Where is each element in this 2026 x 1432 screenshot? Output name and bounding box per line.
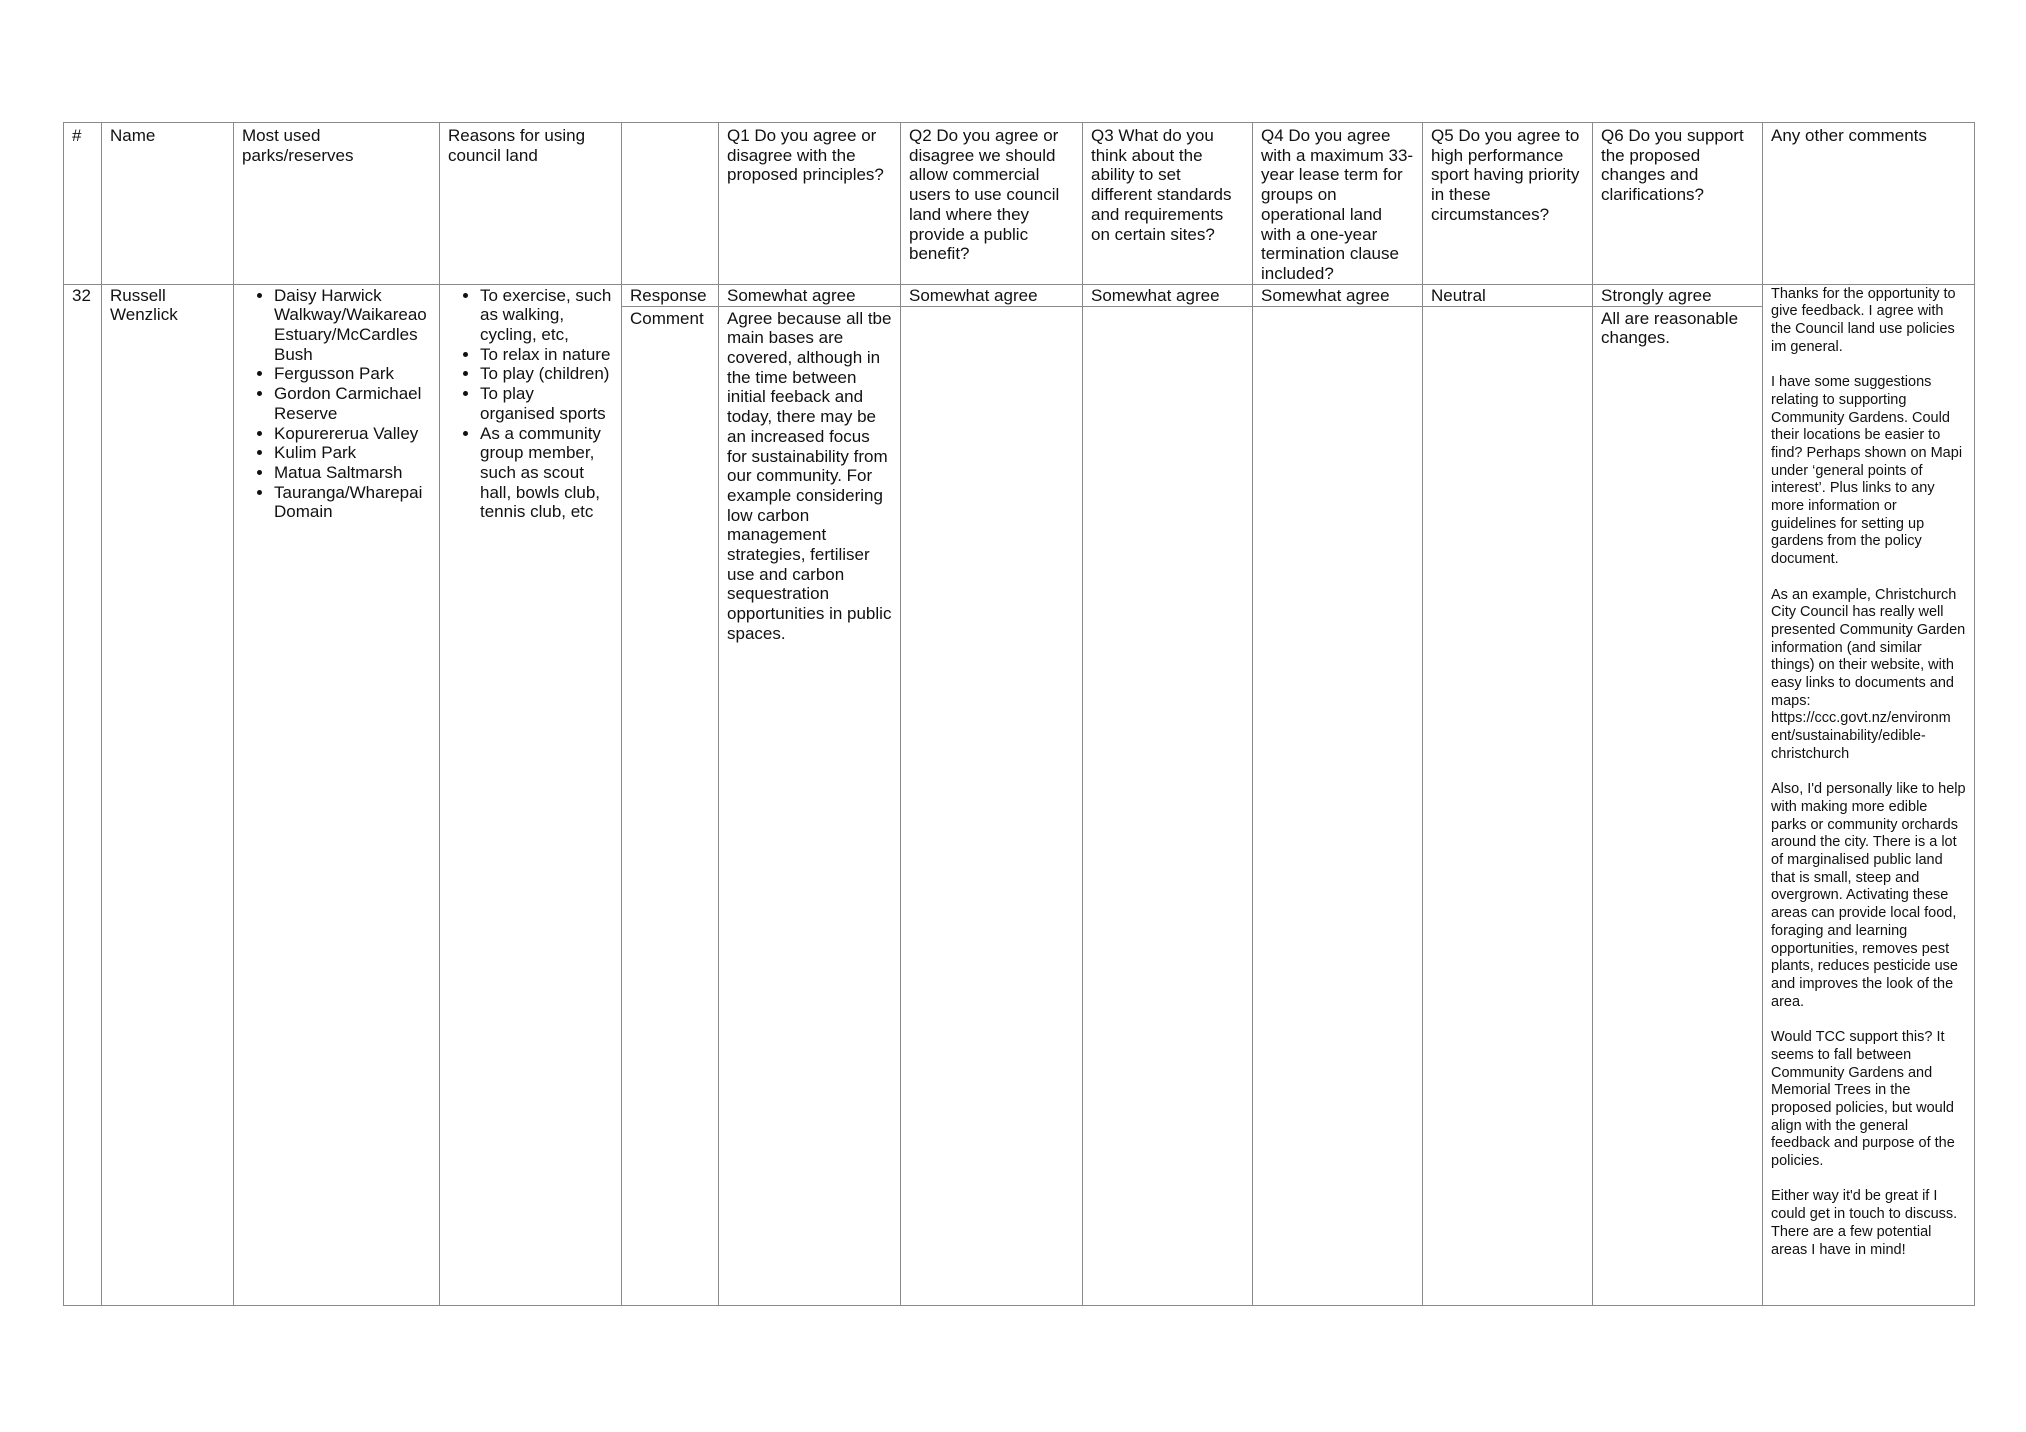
reasons-cell xyxy=(440,284,622,1305)
other-comment-paragraph: Either way it'd be great if I could get in touch to discuss. There are a few potential areas I have in mind! xyxy=(1771,1188,1958,1258)
reason-item: • As a community group member, such as scout hall, bowls club, tennis club, etc xyxy=(480,424,613,523)
header-most-used-parks: Most used parks/reserves xyxy=(234,123,440,285)
park-item: • Kopurererua Valley xyxy=(274,424,431,444)
other-comment-text: As an example, Christchurch City Council has really well presented Community Garden information (and similar things) on their website, with easy links to documents and maps: xyxy=(1771,586,1966,709)
reasons-list xyxy=(448,286,613,522)
other-comment-paragraph: I have some suggestions relating to supporting Community Gardens. Could their locations be easier to find? Perhaps shown on Mapi under ‘general points of interest’. Plus links to any more information or guidelines for setting up gardens from the policy document. xyxy=(1771,374,1963,568)
comment-label: Comment xyxy=(622,306,719,1305)
park-item: • Daisy Harwick Walkway/Waikareao Estuary/McCardles Bush xyxy=(274,286,431,365)
response-label: Response xyxy=(622,284,719,306)
header-q1: Q1 Do you agree or disagree with the proposed principles? xyxy=(719,123,901,285)
parks-cell xyxy=(234,284,440,1305)
reason-item: • To relax in nature xyxy=(480,345,613,365)
other-comment-paragraph: Would TCC support this? It seems to fall between Community Gardens and Memorial Trees in the proposed policies, but would align with the general feedback and purpose of the policies. xyxy=(1771,1029,1955,1170)
submission-number: 32 xyxy=(64,284,102,1305)
q1-comment: Agree because all tbe main bases are covered, although in the time between initial feeback and today, there may be an increased focus for sustainability from our community. For example considering low carbon management strategies, fertiliser use and carbon sequestration opportunities in public spaces. xyxy=(719,306,901,1305)
q4-comment xyxy=(1253,306,1423,1305)
q3-response: Somewhat agree xyxy=(1083,284,1253,306)
q4-response: Somewhat agree xyxy=(1253,284,1423,306)
header-name: Name xyxy=(102,123,234,285)
header-blank xyxy=(622,123,719,285)
other-comment-paragraph xyxy=(1771,587,1966,764)
q3-comment xyxy=(1083,306,1253,1305)
header-q2: Q2 Do you agree or disagree we should allow commercial users to use council land where they provide a public benefit? xyxy=(901,123,1083,285)
header-number: # xyxy=(64,123,102,285)
park-item: • Kulim Park xyxy=(274,443,431,463)
header-q3: Q3 What do you think about the ability to set different standards and requirements on certain sites? xyxy=(1083,123,1253,285)
park-item: • Fergusson Park xyxy=(274,364,431,384)
other-comment-paragraph: Also, I'd personally like to help with making more edible parks or community orchards around the city. There is a lot of marginalised public land that is small, steep and overgrown. Activating these areas can provide local food, foraging and learning opportunities, removes pest plants, reduces pesticide use and improves the look of the area. xyxy=(1771,781,1966,1010)
header-reasons: Reasons for using council land xyxy=(440,123,622,285)
header-row xyxy=(64,123,1975,285)
header-other-comments: Any other comments xyxy=(1763,123,1975,285)
header-q5: Q5 Do you agree to high performance sport having priority in these circumstances? xyxy=(1423,123,1593,285)
q1-response: Somewhat agree xyxy=(719,284,901,306)
q6-comment: All are reasonable changes. xyxy=(1593,306,1763,1305)
q2-response: Somewhat agree xyxy=(901,284,1083,306)
header-q6: Q6 Do you support the proposed changes and clarifications? xyxy=(1593,123,1763,285)
header-q4: Q4 Do you agree with a maximum 33-year lease term for groups on operational land with a one-year termination clause included? xyxy=(1253,123,1423,285)
christchurch-link: https://ccc.govt.nz/environm ent/sustainability/edible-christchurch xyxy=(1771,710,1951,762)
q2-comment xyxy=(901,306,1083,1305)
q6-response: Strongly agree xyxy=(1593,284,1763,306)
parks-list xyxy=(242,286,431,522)
reason-item: • To play (children) xyxy=(480,364,613,384)
response-row xyxy=(64,284,1975,306)
park-item: • Tauranga/Wharepai Domain xyxy=(274,483,431,522)
q5-comment xyxy=(1423,306,1593,1305)
other-comment-paragraph: Thanks for the opportunity to give feedback. I agree with the Council land use policies im general. xyxy=(1771,285,1956,355)
submitter-name: Russell Wenzlick xyxy=(102,284,234,1305)
q5-response: Neutral xyxy=(1423,284,1593,306)
other-comments-cell xyxy=(1763,284,1975,1305)
reason-item: • To exercise, such as walking, cycling, etc, xyxy=(480,286,613,345)
reason-item: • To play organised sports xyxy=(480,384,613,423)
park-item: • Gordon Carmichael Reserve xyxy=(274,384,431,423)
park-item: • Matua Saltmarsh xyxy=(274,463,431,483)
submission-table xyxy=(63,122,1975,1306)
